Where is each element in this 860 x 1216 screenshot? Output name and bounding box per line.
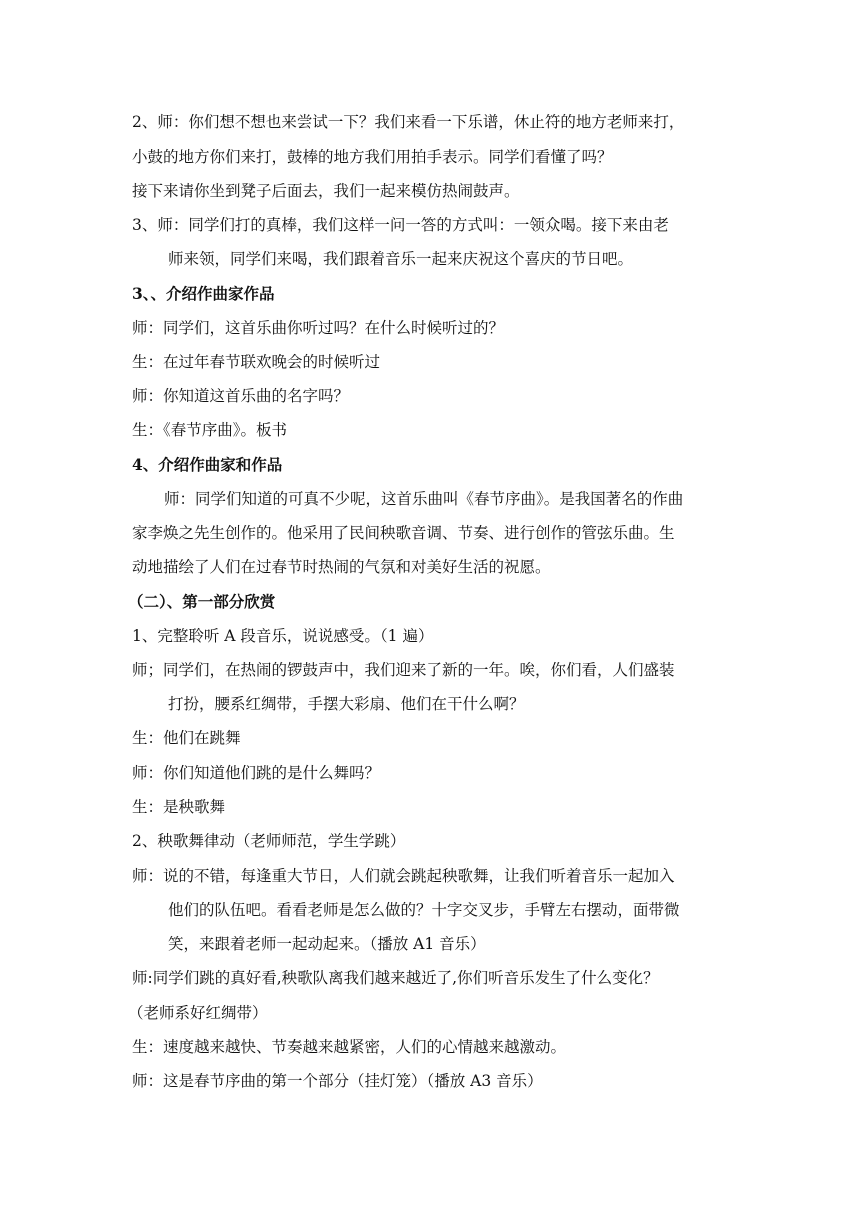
text-line: 动地描绘了人们在过春节时热闹的气氛和对美好生活的祝愿。 xyxy=(132,558,551,576)
text-line: 师：你们知道他们跳的是什么舞吗？ xyxy=(132,764,381,782)
section-heading: 4、介绍作曲家和作品 xyxy=(132,455,283,474)
text-line: 师来领，同学们来喝，我们跟着音乐一起来庆祝这个喜庆的节日吧。 xyxy=(168,250,634,268)
text-line: 生：在过年春节联欢晚会的时候听过 xyxy=(132,353,381,371)
section-heading: （二）、第一部分欣赏 xyxy=(128,592,276,611)
text-line: 师：你知道这首乐曲的名字吗？ xyxy=(132,387,350,405)
section-heading: 3、、介绍作曲家作品 xyxy=(132,284,275,303)
text-line: 生：是秧歌舞 xyxy=(132,798,226,816)
text-line: 1、完整聆听 A 段音乐，说说感受。（1 遍） xyxy=(132,627,434,645)
text-line: 师:同学们跳的真好看,秧歌队离我们越来越近了,你们听音乐发生了什么变化？ xyxy=(132,969,659,987)
text-line: 打扮，腰系红绸带，手摆大彩扇、他们在干什么啊？ xyxy=(168,695,525,713)
text-line: 师：同学们知道的可真不少呢，这首乐曲叫《春节序曲》。是我国著名的作曲 xyxy=(164,490,684,508)
text-line: 2、师：你们想不想也来尝试一下？我们来看一下乐谱，休止符的地方老师来打， xyxy=(132,113,685,131)
text-line: 师：这是春节序曲的第一个部分（挂灯笼）（播放 A3 音乐） xyxy=(132,1072,543,1090)
text-line: 生：他们在跳舞 xyxy=(132,729,241,747)
text-line: 师；同学们，在热闹的锣鼓声中，我们迎来了新的一年。唉，你们看，人们盛装 xyxy=(132,661,675,679)
text-line: 师：同学们，这首乐曲你听过吗？在什么时候听过的？ xyxy=(132,319,505,337)
text-line: 小鼓的地方你们来打，鼓棒的地方我们用拍手表示。同学们看懂了吗？ xyxy=(132,148,613,166)
text-line: 师：说的不错，每逢重大节日，人们就会跳起秧歌舞，让我们听着音乐一起加入 xyxy=(132,867,675,885)
text-line: 笑，来跟着老师一起动起来。（播放 A1 音乐） xyxy=(168,935,486,953)
text-line: 生：《春节序曲》。板书 xyxy=(132,421,288,439)
text-line: 他们的队伍吧。看看老师是怎么做的？十字交叉步，手臂左右摆动，面带微 xyxy=(168,901,680,919)
text-line: 2、秧歌舞律动（老师师范，学生学跳） xyxy=(132,832,406,850)
text-line: （老师系好红绸带） xyxy=(128,1004,268,1022)
text-line: 家李焕之先生创作的。他采用了民间秧歌音调、节奏、进行创作的管弦乐曲。生 xyxy=(132,524,675,542)
text-line: 接下来请你坐到凳子后面去，我们一起来模仿热闹鼓声。 xyxy=(132,182,520,200)
text-line: 3、师：同学们打的真棒，我们这样一问一答的方式叫：一领众喝。接下来由老 xyxy=(132,216,669,234)
text-line: 生：速度越来越快、节奏越来越紧密，人们的心情越来越激动。 xyxy=(132,1038,567,1056)
